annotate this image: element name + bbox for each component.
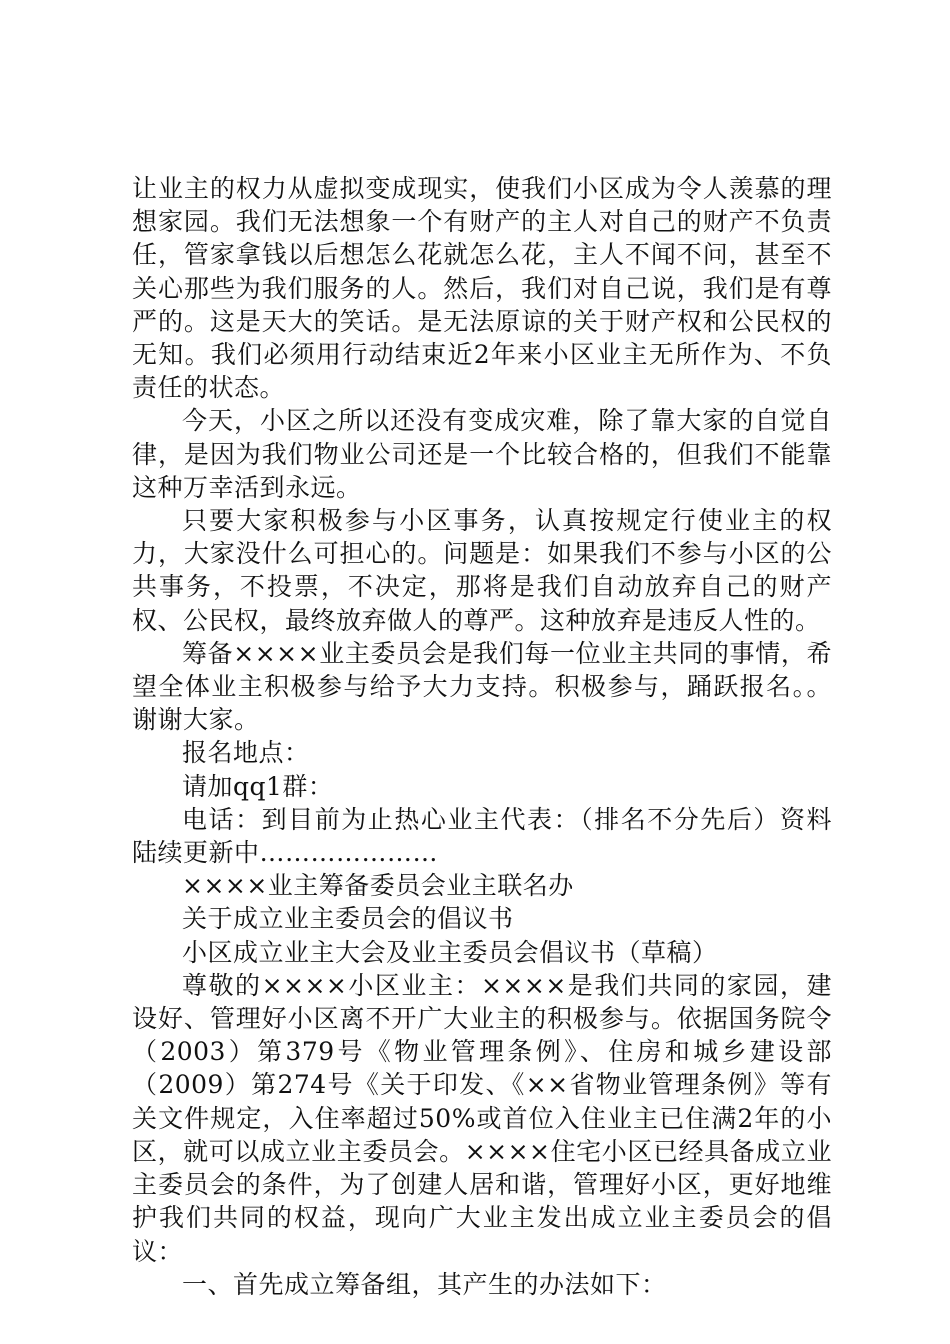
paragraph-continuation: 让业主的权力从虚拟变成现实，使我们小区成为令人羡慕的理想家园。我们无法想象一个有财产的主人对自己的财产不负责任，管家拿钱以后想怎么花就怎么花，主人不闻不问，甚至不关心那些为我们服务的人。然后，我们对自己说，我们是有尊严的。这是天大的笑话。是无法原谅的关于财产权和公民权的无知。我们必须用行动结束近2年来小区业主无所作为、不负责任的状态。 [132, 174, 832, 403]
paragraph-today: 今天，小区之所以还没有变成灾难，除了靠大家的自觉自律，是因为我们物业公司还是一个比较合格的，但我们不能靠这种万幸活到永远。 [132, 406, 832, 502]
draft-title: 小区成立业主大会及业主委员会倡议书（草稿） [182, 937, 718, 967]
paragraph-greeting: 尊敬的××××小区业主：××××是我们共同的家园，建设好、管理好小区离不开广大业主的积极参与。依据国务院令（2003）第379号《物业管理条例》、住房和城乡建设部（2009）第274号《关于印发、《××省物业管理条例》等有关文件规定，入住率超过50%或首位入住业主已住满2年的小区，就可以成立业主委员会。××××住宅小区已经具备成立业主委员会的条件，为了创建人居和谐，管理好小区，更好地维护我们共同的权益，现向广大业主发出成立业主委员会的倡议： [132, 970, 832, 1266]
registration-location: 报名地点： [182, 738, 310, 768]
paragraph-participation: 只要大家积极参与小区事务，认真按规定行使业主的权力，大家没什么可担心的。问题是：如果我们不参与小区的公共事务，不投票，不决定，那将是我们自动放弃自己的财产权、公民权，最终放弃做人的尊严。这种放弃是违反人性的。 [132, 506, 832, 635]
phone-and-representatives: 电话：到目前为止热心业主代表：（排名不分先后）资料陆续更新中………………… [132, 804, 832, 868]
document-body [132, 172, 832, 1301]
paragraph-step-one: 一、首先成立筹备组，其产生的办法如下： [182, 1269, 667, 1299]
paragraph-preparation: 筹备××××业主委员会是我们每一位业主共同的事情，希望全体业主积极参与给予大力支持。积极参与，踊跃报名。。谢谢大家。 [132, 638, 832, 735]
section-title: 关于成立业主委员会的倡议书 [182, 904, 514, 934]
qq-group: 请加qq1群： [182, 771, 334, 801]
signature-office: ××××业主筹备委员会业主联名办 [182, 871, 574, 901]
